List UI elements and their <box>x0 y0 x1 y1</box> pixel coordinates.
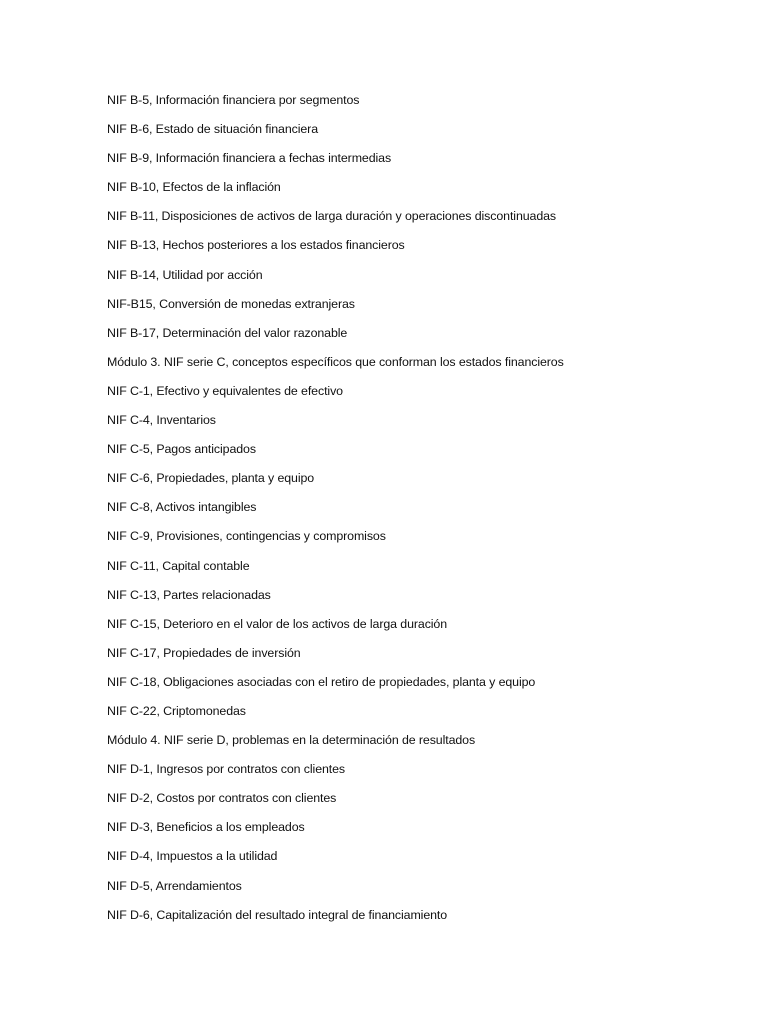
list-item: NIF B-11, Disposiciones de activos de larga duración y operaciones discontinuadas <box>107 209 556 224</box>
list-item: NIF C-17, Propiedades de inversión <box>107 645 301 660</box>
list-item: NIF C-13, Partes relacionadas <box>107 587 271 602</box>
list-item: NIF D-6, Capitalización del resultado integral de financiamiento <box>107 907 448 922</box>
module-heading: Módulo 4. NIF serie D, problemas en la determinación de resultados <box>107 733 476 748</box>
module-heading: Módulo 3. NIF serie C, conceptos específicos que conforman los estados financieros <box>107 354 564 369</box>
list-item: NIF C-1, Efectivo y equivalentes de efectivo <box>107 383 343 398</box>
list-item: NIF D-3, Beneficios a los empleados <box>107 820 305 835</box>
list-item: NIF-B15, Conversión de monedas extranjeras <box>107 296 355 311</box>
list-item: NIF C-15, Deterioro en el valor de los activos de larga duración <box>107 616 448 631</box>
list-item: NIF B-17, Determinación del valor razonable <box>107 325 348 340</box>
list-item: NIF C-11, Capital contable <box>107 558 250 573</box>
list-item: NIF B-13, Hechos posteriores a los estados financieros <box>107 238 405 253</box>
list-item: NIF B-5, Información financiera por segmentos <box>107 93 360 107</box>
standards-list <box>107 90 564 934</box>
list-item: NIF D-4, Impuestos a la utilidad <box>107 849 278 864</box>
list-item: NIF B-10, Efectos de la inflación <box>107 180 281 195</box>
list-item: NIF C-4, Inventarios <box>107 413 216 428</box>
list-item: NIF B-9, Información financiera a fechas intermedias <box>107 151 392 166</box>
list-item: NIF C-22, Criptomonedas <box>107 703 246 718</box>
list-item: NIF D-1, Ingresos por contratos con clientes <box>107 762 346 777</box>
list-item: NIF D-2, Costos por contratos con clientes <box>107 791 337 806</box>
list-item: NIF B-6, Estado de situación financiera <box>107 122 318 137</box>
list-item: NIF D-5, Arrendamientos <box>107 878 242 893</box>
list-item: NIF C-9, Provisiones, contingencias y compromisos <box>107 529 386 544</box>
list-item: NIF C-8, Activos intangibles <box>107 500 257 515</box>
list-item: NIF B-14, Utilidad por acción <box>107 267 263 282</box>
list-item: NIF C-5, Pagos anticipados <box>107 442 256 457</box>
list-item: NIF C-18, Obligaciones asociadas con el retiro de propiedades, planta y equipo <box>107 674 536 689</box>
list-item: NIF C-6, Propiedades, planta y equipo <box>107 471 315 486</box>
